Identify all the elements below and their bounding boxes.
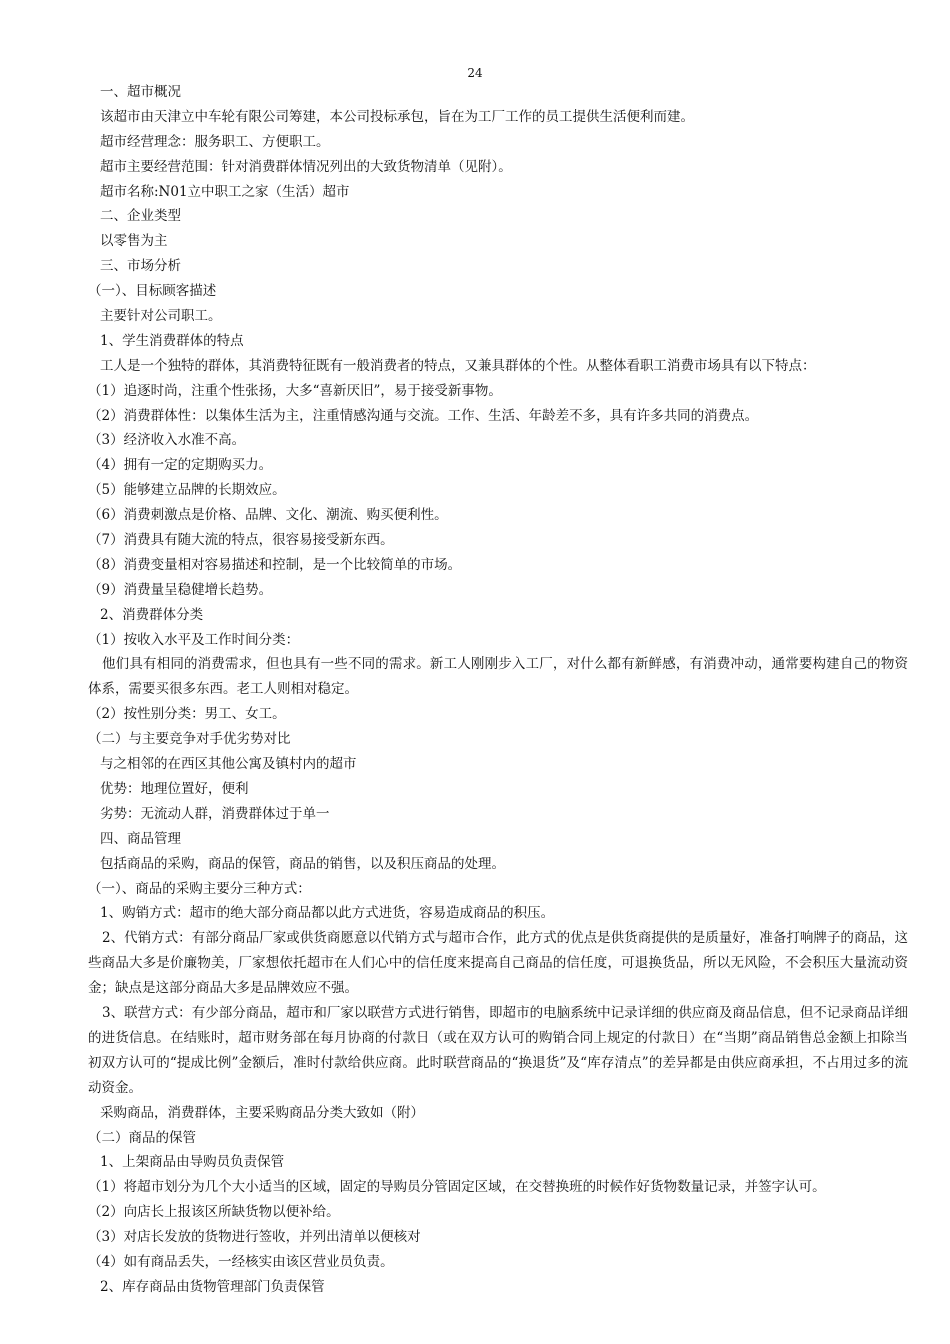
text-line: （8）消费变量相对容易描述和控制，是一个比较简单的市场。 xyxy=(88,556,462,573)
text-line: 一、超市概况 xyxy=(100,84,181,100)
text-line: 三、市场分析 xyxy=(100,258,181,275)
text-line: 劣势：无流动人群，消费群体过于单一 xyxy=(100,805,330,822)
document-body xyxy=(88,80,908,1300)
text-line: 1、上架商品由导购员负责保管 xyxy=(100,1154,285,1171)
text-line: （3）经济收入水准不高。 xyxy=(88,432,246,449)
page-number: 24 xyxy=(467,66,483,80)
text-line: 与之相邻的在西区其他公寓及镇村内的超市 xyxy=(100,756,357,773)
paragraph: 他们具有相同的消费需求，但也具有一些不同的需求。新工人刚刚步入工厂，对什么都有新鲜感，有消费冲动，通常要构建自己的物资体系，需要买很多东西。老工人则相对稳定。 xyxy=(88,656,908,698)
text-line: （2）按性别分类：男工、女工。 xyxy=(88,706,286,723)
text-line: （1）将超市划分为几个大小适当的区域，固定的导购员分管固定区域，在交替换班的时候作好货物数量记录，并签字认可。 xyxy=(88,1179,826,1196)
text-line: 主要针对公司职工。 xyxy=(100,308,222,325)
text-line: （二）与主要竞争对手优劣势对比 xyxy=(88,731,291,748)
text-line: （1）按收入水平及工作时间分类： xyxy=(88,631,300,648)
text-line: （9）消费量呈稳健增长趋势。 xyxy=(88,581,273,598)
text-line: （5）能够建立品牌的长期效应。 xyxy=(88,482,286,499)
text-line: 优势：地理位置好，便利 xyxy=(100,780,249,797)
text-line: 四、商品管理 xyxy=(100,830,181,847)
text-line: 2、库存商品由货物管理部门负责保管 xyxy=(100,1278,325,1295)
text-line: 包括商品的采购，商品的保管，商品的销售，以及积压商品的处理。 xyxy=(100,855,505,872)
text-line: 工人是一个独特的群体，其消费特征既有一般消费者的特点，又兼具群体的个性。从整体看职工消费市场具有以下特点： xyxy=(100,357,816,374)
text-line: 二、企业类型 xyxy=(100,208,181,225)
text-line: （6）消费刺激点是价格、品牌、文化、潮流、购买便利性。 xyxy=(88,507,448,524)
text-line: （1）追逐时尚，注重个性张扬，大多“喜新厌旧”，易于接受新事物。 xyxy=(88,382,502,399)
text-line: 该超市由天津立中车轮有限公司筹建，本公司投标承包，旨在为工厂工作的员工提供生活便利而建。 xyxy=(100,108,694,125)
text-line: （4）拥有一定的定期购买力。 xyxy=(88,457,273,474)
text-line: （2）向店长上报该区所缺货物以便补给。 xyxy=(88,1204,340,1221)
paragraph: 2、代销方式：有部分商品厂家或供货商愿意以代销方式与超市合作，此方式的优点是供货商提供的是质量好，准备打响牌子的商品，这些商品大多是价廉物美，厂家想依托超市在人们心中的信任度来提高自己商品的信任度，可退换货品，所以无风险，不会积压大量流动资金；缺点是这部分商品大多是品牌效应不强。 xyxy=(88,930,908,997)
text-line: （3）对店长发放的货物进行签收，并列出清单以便核对 xyxy=(88,1229,421,1246)
text-line: （4）如有商品丢失，一经核实由该区营业员负责。 xyxy=(88,1254,394,1270)
text-line: 超市经营理念：服务职工、方便职工。 xyxy=(100,133,330,150)
text-line: （一）、商品的采购主要分三种方式： xyxy=(88,880,311,897)
text-line: （二）商品的保管 xyxy=(88,1129,196,1146)
text-line: 以零售为主 xyxy=(100,233,168,250)
text-line: 超市名称:N01立中职工之家（生活）超市 xyxy=(100,183,350,200)
text-line: 采购商品，消费群体，主要采购商品分类大致如（附） xyxy=(100,1104,424,1121)
text-line: 1、购销方式：超市的绝大部分商品都以此方式进货，容易造成商品的积压。 xyxy=(100,905,555,922)
text-line: （一）、目标顾客描述 xyxy=(88,283,217,300)
text-line: （2）消费群体性：以集体生活为主，注重情感沟通与交流。工作、生活、年龄差不多，具有许多共同的消费点。 xyxy=(88,407,759,424)
paragraph: 3、联营方式：有少部分商品，超市和厂家以联营方式进行销售，即超市的电脑系统中记录详细的供应商及商品信息，但不记录商品详细的进货信息。在结账时，超市财务部在每月协商的付款日（或在双方认可的购销合同上规定的付款日）在“当期”商品销售总金额上扣除当初双方认可的“提成比例”金额后，准时付款给供应商。此时联营商品的“换退货”及“库存清点”的差异都是由供应商承担，不占用过多的流动资金。 xyxy=(88,1005,908,1096)
text-line: 2、消费群体分类 xyxy=(100,606,204,623)
text-line: （7）消费具有随大流的特点，很容易接受新东西。 xyxy=(88,532,394,549)
text-line: 1、学生消费群体的特点 xyxy=(100,332,244,349)
text-line: 超市主要经营范围：针对消费群体情况列出的大致货物清单（见附）。 xyxy=(100,158,512,175)
